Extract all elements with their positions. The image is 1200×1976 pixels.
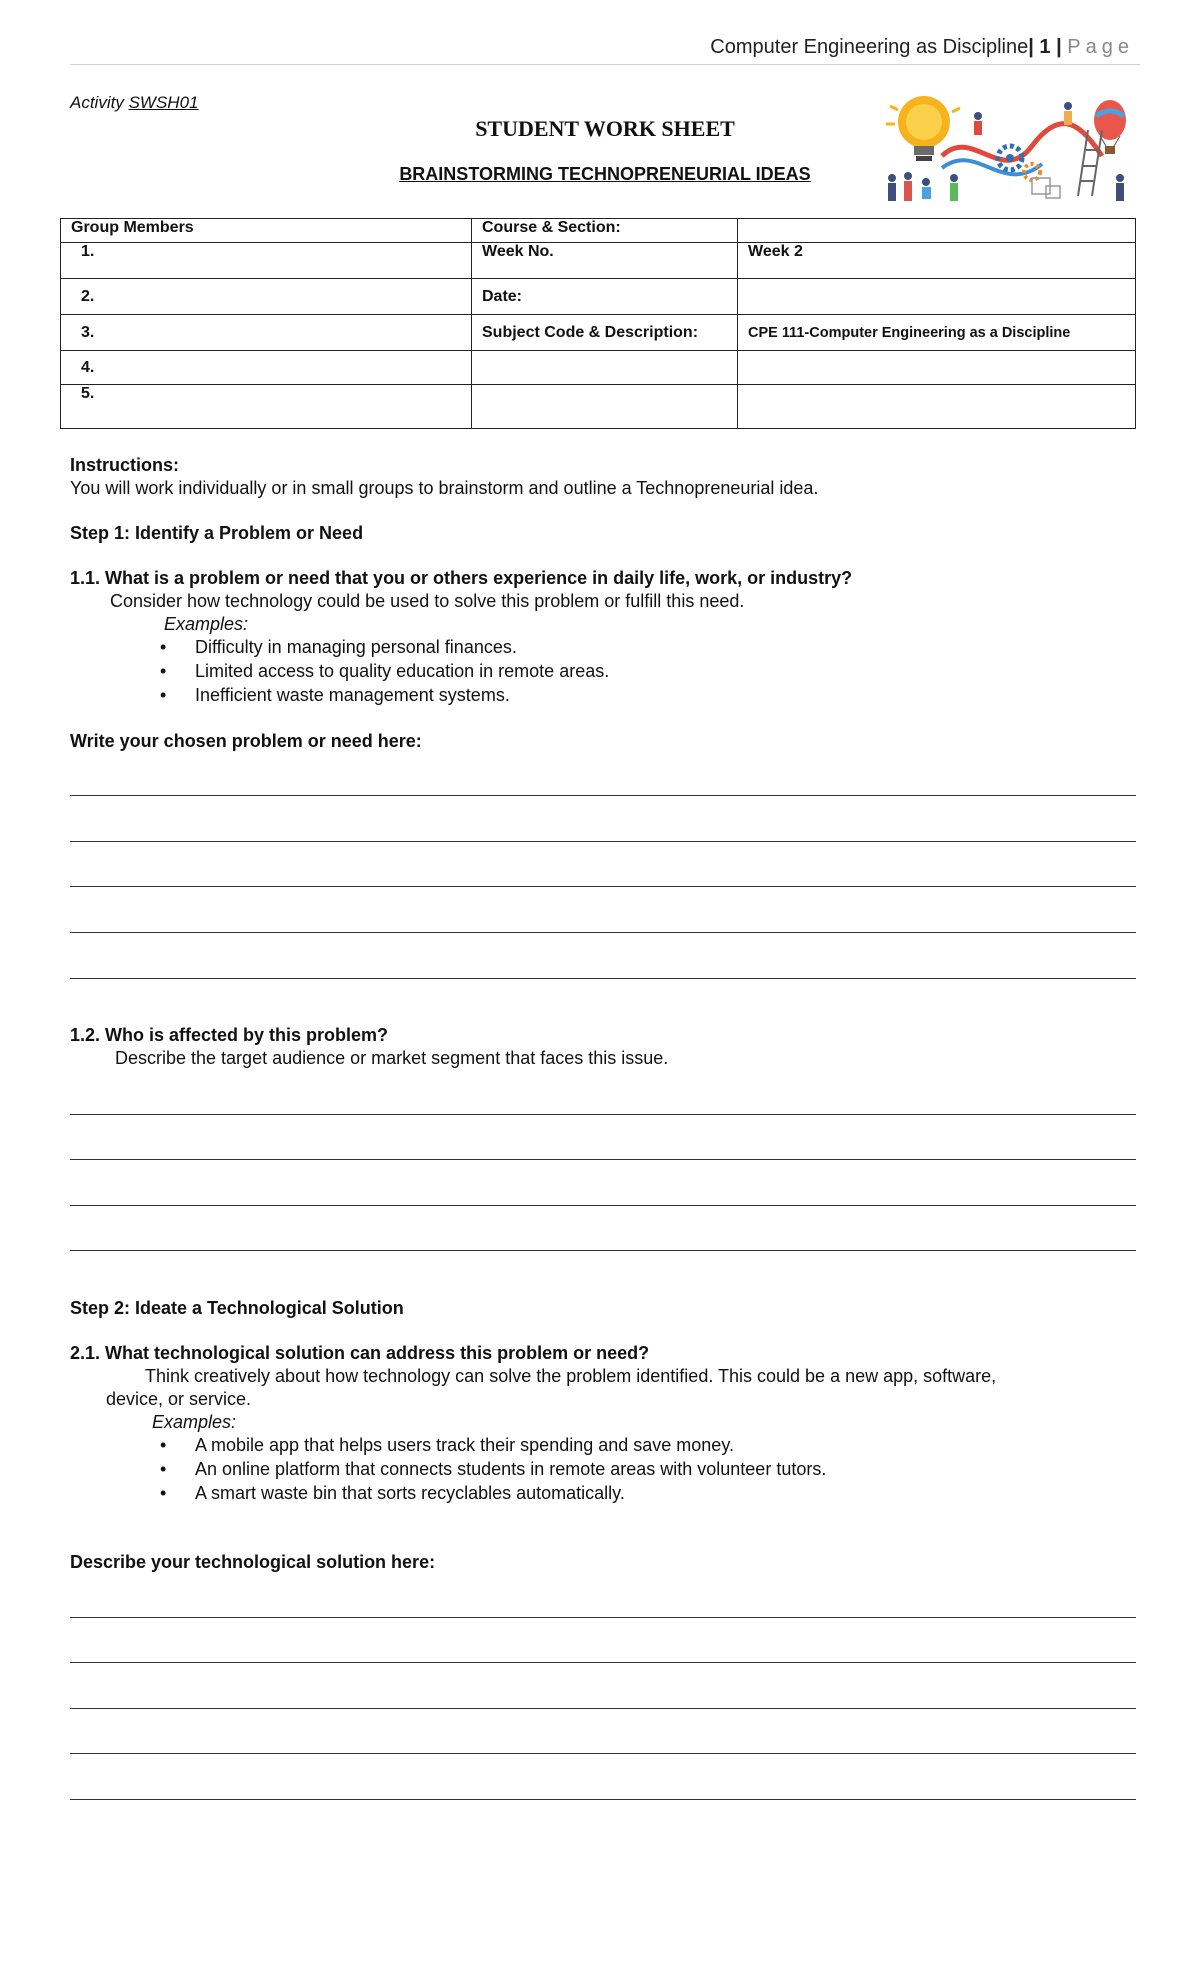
date-label: Date: <box>472 279 738 315</box>
step1-example-3: Inefficient waste management systems. <box>195 685 510 705</box>
bullet-icon: • <box>160 637 167 657</box>
instructions-text: You will work individually or in small groups to brainstorm and outline a Technopreneurial idea. <box>70 478 819 498</box>
member-2-field[interactable]: 2. <box>61 279 472 315</box>
step2-examples-label: Examples: <box>152 1412 237 1432</box>
question-1-1: 1.1. What is a problem or need that you or others experience in daily life, work, or industry? <box>70 568 853 588</box>
step1-example-2: Limited access to quality education in remote areas. <box>195 661 610 681</box>
group-info-table <box>60 218 1136 429</box>
page-title: STUDENT WORK SHEET <box>475 116 735 141</box>
step2-heading: Step 2: Ideate a Technological Solution <box>70 1298 404 1318</box>
header-page-number: 1 <box>1039 36 1051 58</box>
question-1-2-description: Describe the target audience or market segment that faces this issue. <box>115 1048 669 1068</box>
page-subtitle: BRAINSTORMING TECHNOPRENEURIAL IDEAS <box>399 164 811 184</box>
member-3-field[interactable]: 3. <box>61 315 472 351</box>
activity-code: SWSH01 <box>128 93 199 112</box>
member-1-field[interactable]: 1. <box>61 243 472 279</box>
audience-answer-line-4[interactable] <box>70 1250 1136 1251</box>
bullet-icon: • <box>160 661 167 681</box>
solution-prompt: Describe your technological solution here: <box>70 1552 436 1572</box>
table-row <box>61 243 1136 279</box>
header-separator-2: | <box>1056 36 1062 58</box>
bullet-icon: • <box>160 1483 167 1503</box>
question-2-1-description-1: Think creatively about how technology can solve the problem identified. This could be a new app, software, <box>145 1366 997 1386</box>
page-header <box>710 36 1134 59</box>
question-1-2: 1.2. Who is affected by this problem? <box>70 1025 389 1045</box>
member-5-field[interactable]: 5. <box>61 385 472 429</box>
course-section-field[interactable] <box>738 219 1136 243</box>
empty-cell <box>472 385 738 429</box>
bullet-icon: • <box>160 685 167 705</box>
step1-heading: Step 1: Identify a Problem or Need <box>70 523 364 543</box>
empty-cell <box>738 385 1136 429</box>
empty-cell <box>472 351 738 385</box>
step2-example-2: An online platform that connects students in remote areas with volunteer tutors. <box>195 1459 827 1479</box>
table-row <box>61 385 1136 429</box>
table-row <box>61 279 1136 315</box>
step2-example-1: A mobile app that helps users track their spending and save money. <box>195 1435 734 1455</box>
activity-label <box>70 93 199 113</box>
instructions-heading: Instructions: <box>70 455 180 475</box>
step2-example-3: A smart waste bin that sorts recyclables automatically. <box>195 1483 625 1503</box>
solution-answer-line-1[interactable] <box>70 1617 1136 1618</box>
header-separator: | <box>1028 36 1034 58</box>
header-course-title: Computer Engineering as Discipline <box>710 36 1029 58</box>
bullet-icon: • <box>160 1435 167 1455</box>
problem-answer-line-2[interactable] <box>70 841 1136 842</box>
group-members-header: Group Members <box>61 219 472 243</box>
subject-code-label: Subject Code & Description: <box>472 315 738 351</box>
problem-answer-line-5[interactable] <box>70 978 1136 979</box>
solution-answer-line-2[interactable] <box>70 1662 1136 1663</box>
question-2-1-description-2: device, or service. <box>106 1389 252 1409</box>
member-4-field[interactable]: 4. <box>61 351 472 385</box>
course-section-label: Course & Section: <box>472 219 738 243</box>
table-row <box>61 351 1136 385</box>
week-no-value: Week 2 <box>738 243 1136 279</box>
table-row <box>61 219 1136 243</box>
step1-examples-label: Examples: <box>164 614 249 634</box>
subject-code-value: CPE 111-Computer Engineering as a Discipline <box>738 315 1136 351</box>
activity-prefix: Activity <box>70 93 124 112</box>
solution-answer-line-5[interactable] <box>70 1799 1136 1800</box>
problem-answer-line-3[interactable] <box>70 886 1136 887</box>
problem-prompt: Write your chosen problem or need here: <box>70 731 422 751</box>
solution-answer-line-3[interactable] <box>70 1708 1136 1709</box>
table-row <box>61 315 1136 351</box>
question-1-1-description: Consider how technology could be used to solve this problem or fulfill this need. <box>110 591 745 611</box>
question-2-1: 2.1. What technological solution can address this problem or need? <box>70 1343 650 1363</box>
problem-answer-line-1[interactable] <box>70 795 1136 796</box>
solution-answer-line-4[interactable] <box>70 1753 1136 1754</box>
week-no-label: Week No. <box>472 243 738 279</box>
date-field[interactable] <box>738 279 1136 315</box>
audience-answer-line-3[interactable] <box>70 1205 1136 1206</box>
problem-answer-line-4[interactable] <box>70 932 1136 933</box>
audience-answer-line-2[interactable] <box>70 1159 1136 1160</box>
header-divider <box>70 64 1140 65</box>
bullet-icon: • <box>160 1459 167 1479</box>
empty-cell <box>738 351 1136 385</box>
brainstorm-illustration <box>882 86 1132 204</box>
step1-example-1: Difficulty in managing personal finances. <box>195 637 517 657</box>
audience-answer-line-1[interactable] <box>70 1114 1136 1115</box>
header-page-word: Page <box>1067 36 1134 58</box>
